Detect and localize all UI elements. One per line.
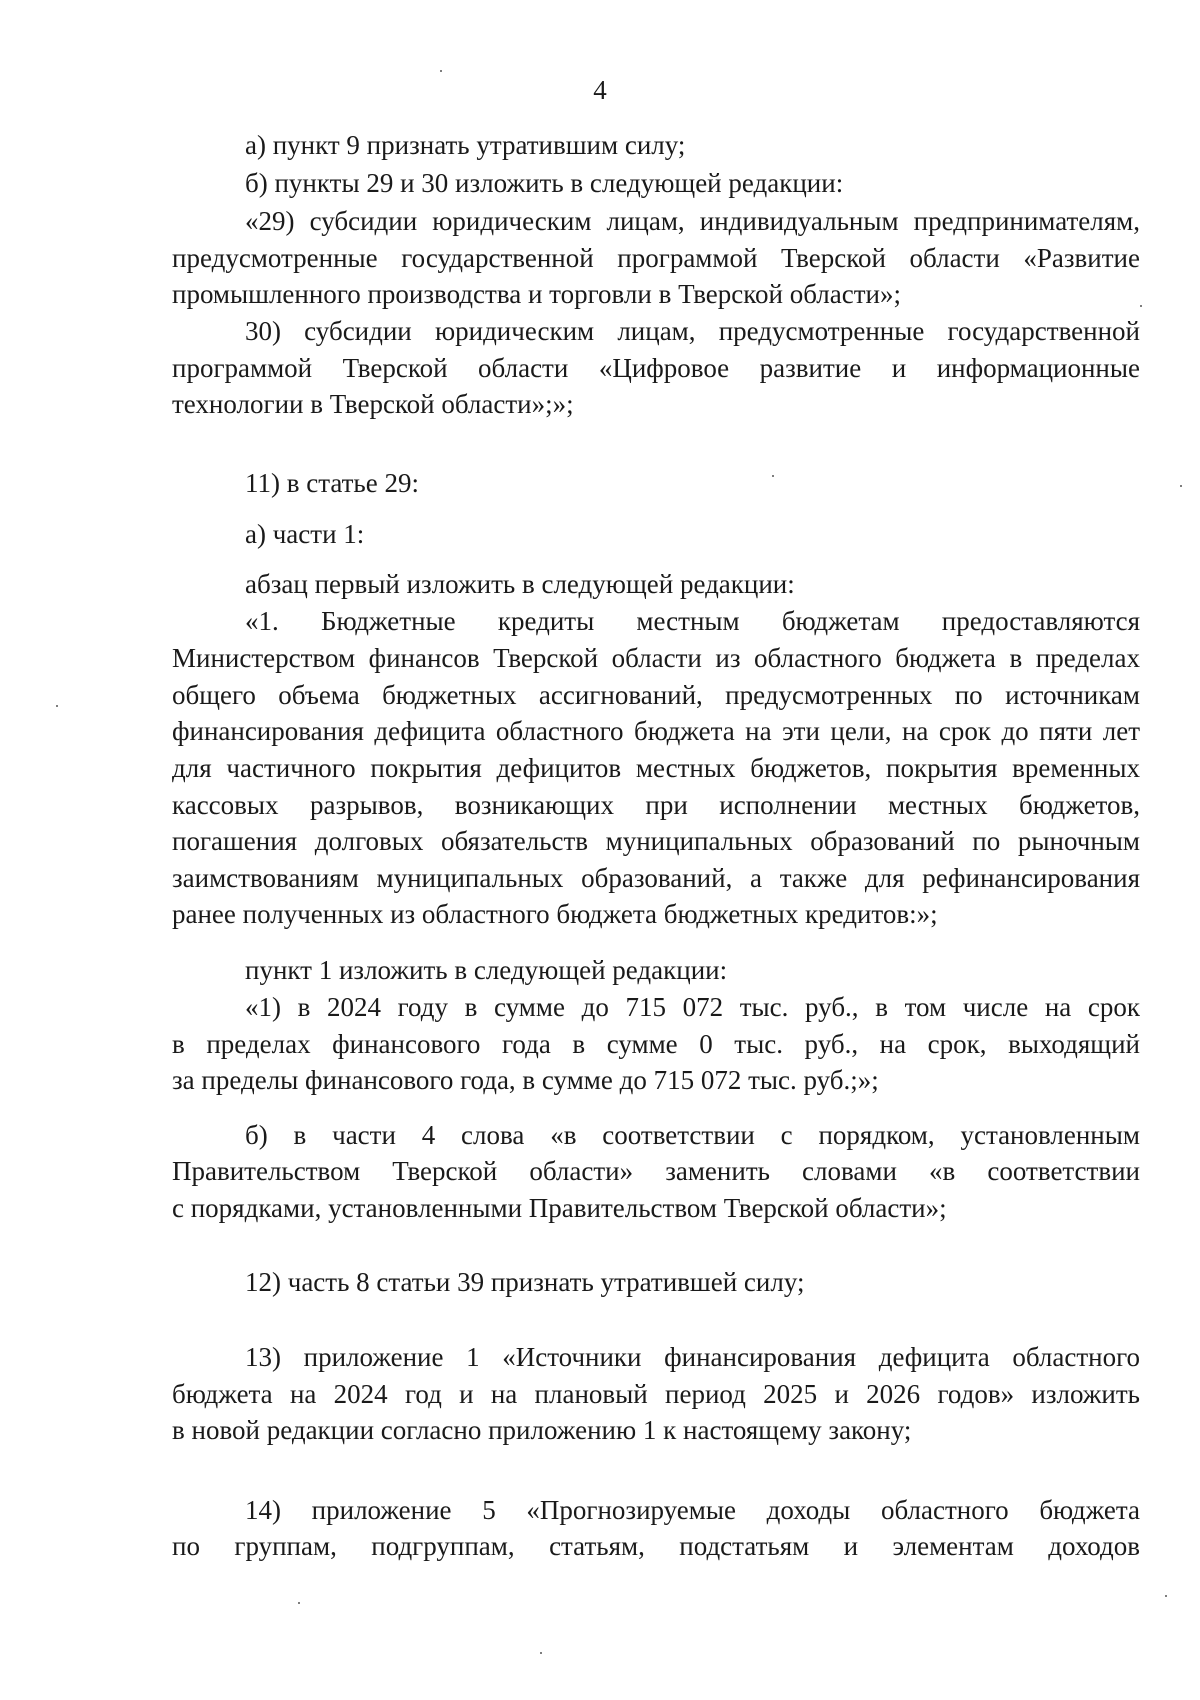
scan-speck bbox=[298, 1602, 300, 1604]
text-line: по группам, подгруппам, статьям, подстатьям и элементам доходов bbox=[172, 1531, 1140, 1561]
text-line: предусмотренные государственной программой Тверской области «Развитие bbox=[172, 243, 1140, 273]
text-line: с порядками, установленными Правительством Тверской области»; bbox=[172, 1193, 947, 1223]
text-line: 30) субсидии юридическим лицам, предусмотренные государственной bbox=[245, 316, 1140, 346]
text-line: в пределах финансового года в сумме 0 тыс. руб., на срок, выходящий bbox=[172, 1029, 1140, 1059]
text-line: б) пункты 29 и 30 изложить в следующей редакции: bbox=[245, 168, 844, 198]
text-line: 14) приложение 5 «Прогнозируемые доходы областного бюджета bbox=[245, 1495, 1140, 1525]
page-number: 4 bbox=[593, 75, 607, 105]
text-line: промышленного производства и торговли в Тверской области»; bbox=[172, 279, 901, 309]
text-line: погашения долговых обязательств муниципальных образований по рыночным bbox=[172, 826, 1140, 856]
text-line: 11) в статье 29: bbox=[245, 468, 419, 498]
text-line: Правительством Тверской области» заменить словами «в соответствии bbox=[172, 1156, 1140, 1186]
text-line: заимствованиям муниципальных образований, а также для рефинансирования bbox=[172, 863, 1140, 893]
text-line: общего объема бюджетных ассигнований, предусмотренных по источникам bbox=[172, 680, 1140, 710]
text-line: финансирования дефицита областного бюджета на эти цели, на срок до пяти лет bbox=[172, 716, 1140, 746]
scan-speck bbox=[540, 1652, 542, 1654]
text-line: 12) часть 8 статьи 39 признать утратившей силу; bbox=[245, 1267, 805, 1297]
scan-speck bbox=[1180, 485, 1182, 487]
scan-speck bbox=[440, 70, 442, 72]
scan-speck bbox=[1165, 1595, 1167, 1597]
scan-speck bbox=[772, 475, 774, 477]
text-line: «1. Бюджетные кредиты местным бюджетам предоставляются bbox=[245, 606, 1140, 636]
text-line: в новой редакции согласно приложению 1 к настоящему закону; bbox=[172, 1415, 912, 1445]
text-line: 13) приложение 1 «Источники финансирования дефицита областного bbox=[245, 1342, 1140, 1372]
scan-speck bbox=[1140, 305, 1142, 307]
text-line: бюджета на 2024 год и на плановый период 2025 и 2026 годов» изложить bbox=[172, 1379, 1140, 1409]
text-line: б) в части 4 слова «в соответствии с порядком, установленным bbox=[245, 1120, 1140, 1150]
text-line: для частичного покрытия дефицитов местных бюджетов, покрытия временных bbox=[172, 753, 1140, 783]
text-line: ранее полученных из областного бюджета бюджетных кредитов:»; bbox=[172, 899, 938, 929]
text-line: кассовых разрывов, возникающих при исполнении местных бюджетов, bbox=[172, 790, 1140, 820]
text-line: а) части 1: bbox=[245, 519, 365, 549]
text-line: абзац первый изложить в следующей редакции: bbox=[245, 569, 795, 599]
text-line: пункт 1 изложить в следующей редакции: bbox=[245, 955, 728, 985]
text-line: «29) субсидии юридическим лицам, индивидуальным предпринимателям, bbox=[245, 206, 1140, 236]
text-line: а) пункт 9 признать утратившим силу; bbox=[245, 130, 686, 160]
text-line: программой Тверской области «Цифровое развитие и информационные bbox=[172, 353, 1140, 383]
scan-speck bbox=[56, 705, 58, 707]
text-line: Министерством финансов Тверской области из областного бюджета в пределах bbox=[172, 643, 1140, 673]
text-line: «1) в 2024 году в сумме до 715 072 тыс. руб., в том числе на срок bbox=[245, 992, 1140, 1022]
text-line: технологии в Тверской области»;»; bbox=[172, 389, 574, 419]
text-line: за пределы финансового года, в сумме до 715 072 тыс. руб.;»; bbox=[172, 1065, 879, 1095]
